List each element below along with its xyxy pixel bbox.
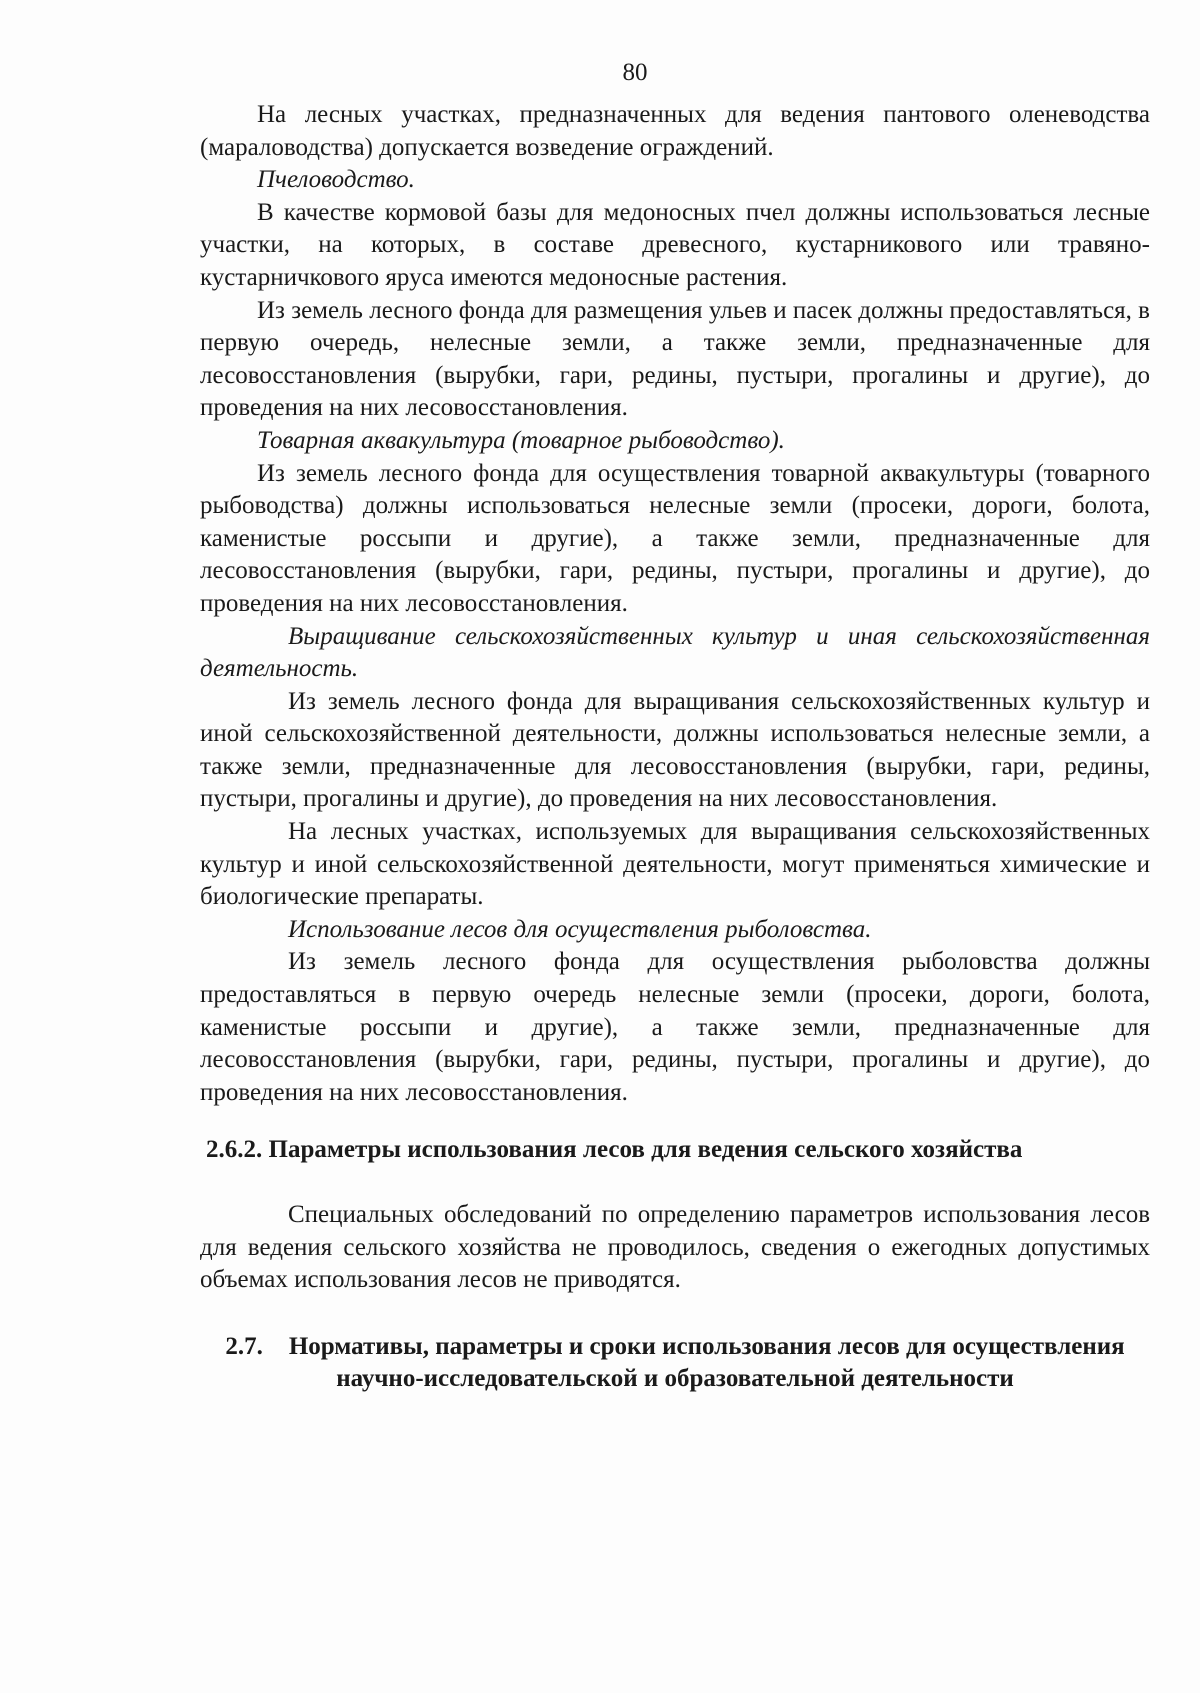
- paragraph-hives: Из земель лесного фонда для размещения ульев и пасек должны предоставляться, в первую очередь, нелесные земли, а также земли, предназначенные для лесовосстановления (вырубки, гари, редины, пустыри, прогалины и другие), до проведения на них лесовосстановления.: [200, 296, 1150, 422]
- paragraph-bee-forage: В качестве кормовой базы для медоносных пчел должны использоваться лесные участки, на которых, в составе древесного, кустарникового или травяно-кустарничкового яруса имеются медоносные растения.: [200, 198, 1150, 291]
- page-number: 80: [622, 59, 648, 86]
- paragraph-fencing: На лесных участках, предназначенных для ведения пантового оленеводства (мараловодства) допускается возведение ограждений.: [200, 101, 1150, 161]
- paragraph-agriculture: Из земель лесного фонда для выращивания сельскохозяйственных культур и иной сельскохозяйственной деятельности, должны использоваться нелесные земли, а также земли, предназначенные для лесовосстановления (вырубки, гари, редины, пустыри, прогалины и другие), до проведения на них лесовосстановления.: [200, 687, 1150, 813]
- paragraph-aquaculture: Из земель лесного фонда для осуществления товарной аквакультуры (товарного рыбоводства) должны использоваться нелесные земли (просеки, дороги, болота, каменистые россыпи и другие), а также земли, предназначенные для лесовосстановления (вырубки, гари, редины, пустыри, прогалины и другие), до проведения на них лесовосстановления.: [200, 459, 1150, 617]
- subheading-agriculture: Выращивание сельскохозяйственных культур и иная сельскохозяйственная деятельность.: [200, 622, 1150, 683]
- subheading-fishing: Использование лесов для осуществления рыболовства.: [288, 915, 872, 943]
- paragraph-fishing: Из земель лесного фонда для осуществления рыболовства должны предоставляться в первую очередь нелесные земли (просеки, дороги, болота, каменистые россыпи и другие), а также земли, предназначенные для лесовосстановления (вырубки, гари, редины, пустыри, прогалины и другие), до проведения на них лесовосстановления.: [200, 948, 1150, 1106]
- subheading-aquaculture: Товарная аквакультура (товарное рыбоводство).: [257, 426, 785, 454]
- document-body: [200, 99, 1150, 1396]
- section-number: 2.7.: [225, 1332, 263, 1360]
- section-title: Нормативы, параметры и сроки использования лесов для осуществления научно-исследовательской и образовательной деятельности: [288, 1332, 1125, 1393]
- section-heading-2-7: [200, 1331, 1150, 1396]
- paragraph-chemicals: На лесных участках, используемых для выращивания сельскохозяйственных культур и иной сельскохозяйственной деятельности, могут применяться химические и биологические препараты.: [200, 818, 1150, 911]
- paragraph-agri-parameters: Специальных обследований по определению параметров использования лесов для ведения сельского хозяйства не проводилось, сведения о ежегодных допустимых объемах использования лесов не приводятся.: [200, 1201, 1150, 1294]
- section-heading-2-6-2: 2.6.2. Параметры использования лесов для ведения сельского хозяйства: [206, 1136, 1023, 1164]
- subheading-beekeeping: Пчеловодство.: [257, 166, 415, 194]
